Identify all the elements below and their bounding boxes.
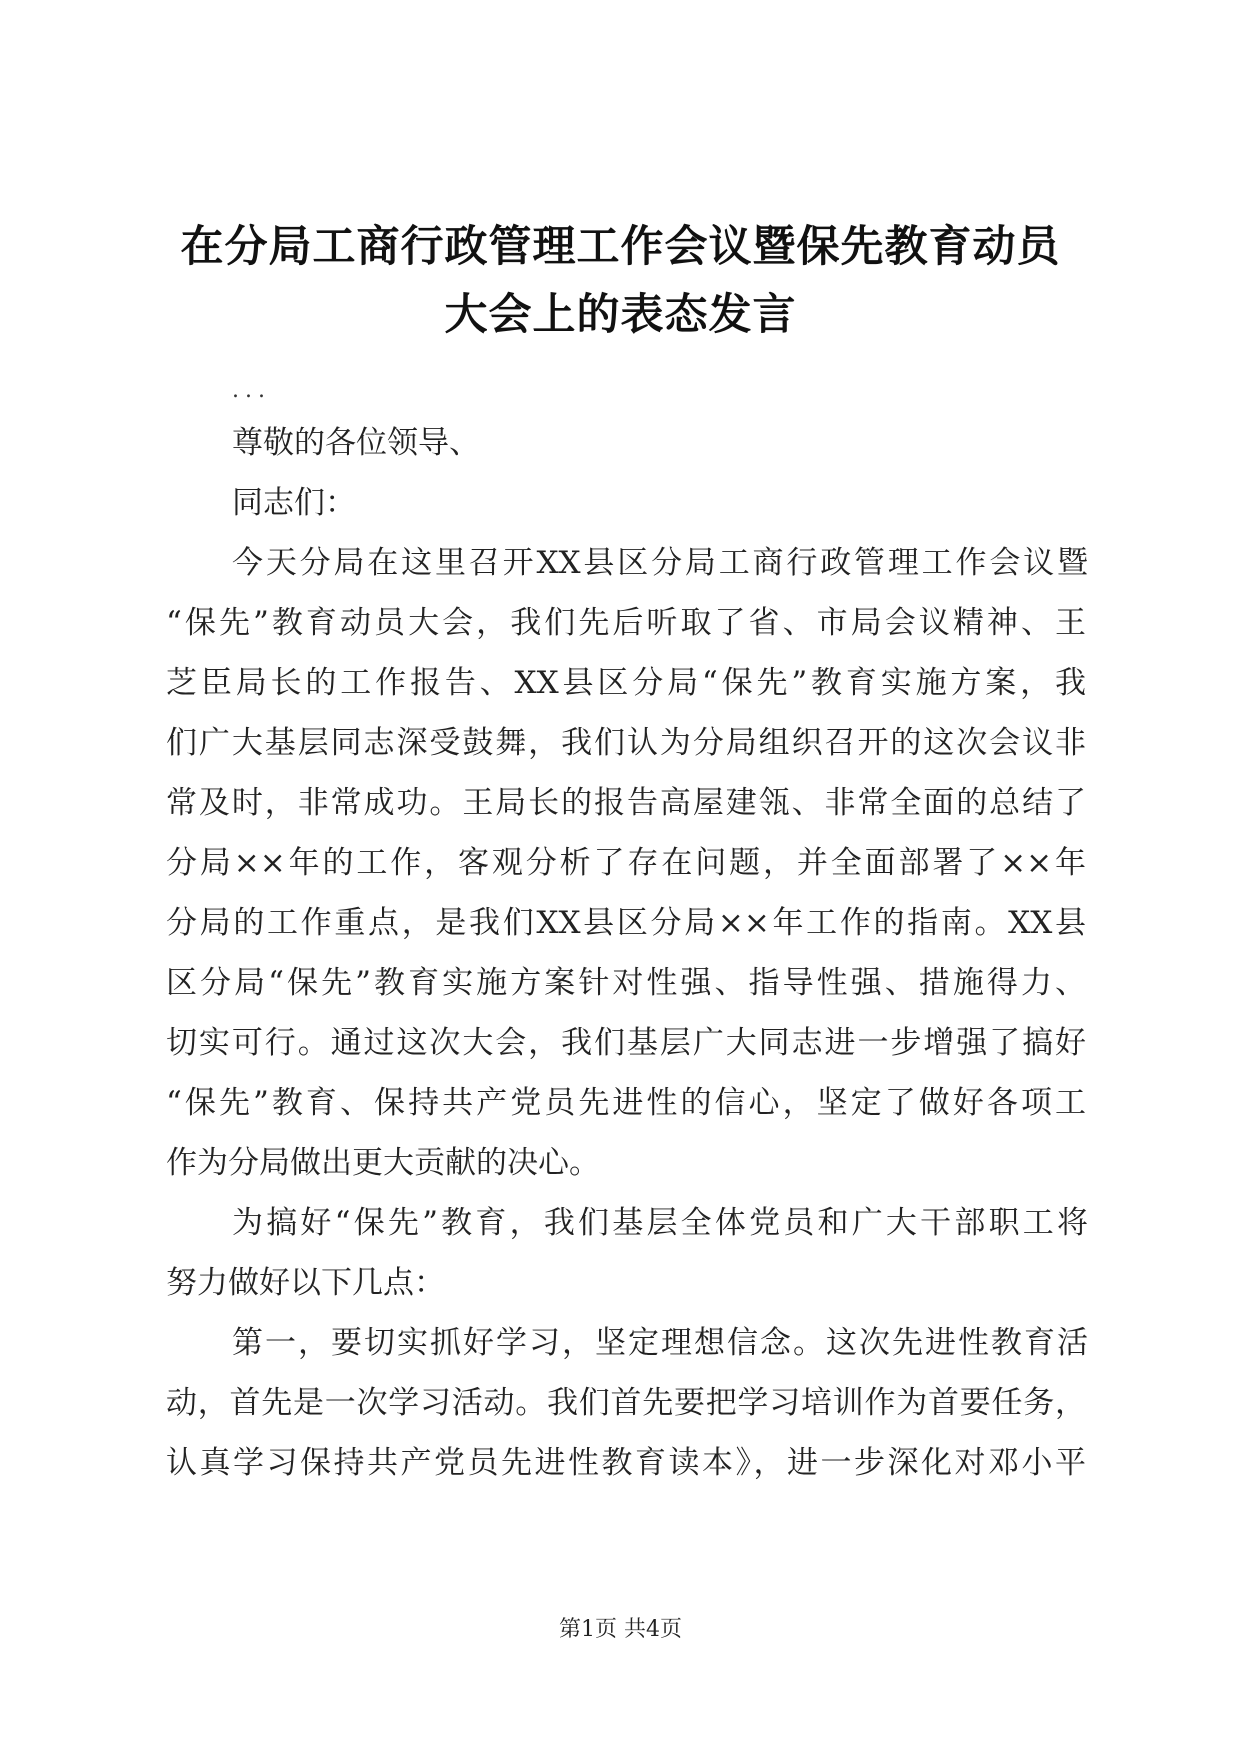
paragraph-1-line: 作为分局做出更大贡献的决心。 — [166, 1145, 600, 1181]
paragraph-1-line: “保先”教育动员大会，我们先后听取了省、市局会议精神、王 — [166, 605, 1086, 641]
paragraph-3-line: 动，首先是一次学习活动。我们首先要把学习培训作为首要任务， — [166, 1385, 1086, 1421]
paragraph-1-line: 常及时，非常成功。王局长的报告高屋建瓴、非常全面的总结了 — [166, 785, 1086, 821]
paragraph-1-line: 们广大基层同志深受鼓舞，我们认为分局组织召开的这次会议非 — [166, 725, 1086, 761]
paragraph-2-line: 努力做好以下几点： — [166, 1265, 445, 1301]
paragraph-2-line: 为搞好“保先”教育，我们基层全体党员和广大干部职工将 — [232, 1205, 1088, 1241]
document-title-line-2: 大会上的表态发言 — [444, 290, 797, 340]
ellipsis-text: ... — [232, 378, 271, 403]
paragraph-1-line: 分局的工作重点，是我们XX县区分局××年工作的指南。XX县 — [166, 905, 1086, 941]
paragraph-1-line: 今天分局在这里召开XX县区分局工商行政管理工作会议暨 — [232, 545, 1088, 581]
paragraph-1-line: 区分局“保先”教育实施方案针对性强、指导性强、措施得力、 — [166, 965, 1086, 1001]
paragraph-1-line: 分局××年的工作，客观分析了存在问题，并全面部署了××年 — [166, 845, 1086, 881]
salutation-line-2: 同志们： — [232, 485, 356, 521]
salutation-line-1: 尊敬的各位领导、 — [232, 425, 480, 461]
page-number-footer: 第1页 共4页 — [559, 1617, 682, 1642]
paragraph-1-line: 芝臣局长的工作报告、XX县区分局“保先”教育实施方案，我 — [166, 665, 1086, 701]
document-title-line-1: 在分局工商行政管理工作会议暨保先教育动员 — [180, 222, 1061, 272]
paragraph-3-line: 认真学习保持共产党员先进性教育读本》，进一步深化对邓小平 — [166, 1445, 1086, 1481]
paragraph-1-line: 切实可行。通过这次大会，我们基层广大同志进一步增强了搞好 — [166, 1025, 1086, 1061]
paragraph-3-line: 第一，要切实抓好学习，坚定理想信念。这次先进性教育活 — [232, 1325, 1088, 1361]
paragraph-1-line: “保先”教育、保持共产党员先进性的信心，坚定了做好各项工 — [166, 1085, 1086, 1121]
